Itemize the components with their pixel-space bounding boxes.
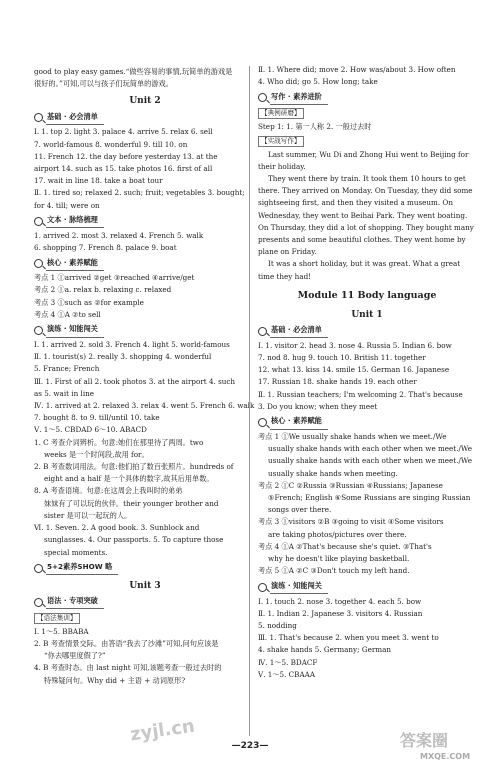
- left-column: [34, 66, 256, 687]
- answer-line: sunglasses. 4. Our passports. 5. To capture those: [44, 535, 224, 545]
- answer-line: 考点 3 ①visitors ②B ③going to visit ④Some visitors: [258, 517, 444, 527]
- answer-line: 4. B 考查时态。由 last night 可知,该题考查一般过去时的: [34, 663, 222, 673]
- answer-line: ⑤French; English ⑥Some Russians are singing Russian: [268, 493, 471, 503]
- answer-line: 2. B 考查数词用法。句意:他们拍了数百张照片。hundreds of: [34, 462, 234, 472]
- answer-line: 3. Do you know; when they meet: [258, 401, 378, 411]
- answer-line: sister 是可以一起玩的人。: [44, 510, 132, 520]
- section-heading-label: 基础 · 必会清单: [270, 324, 328, 338]
- section-heading-label: 演练 · 知能闯关: [270, 580, 328, 594]
- unit-title: Unit 2: [129, 96, 161, 107]
- answer-line: 11. French 12. the day before yesterday 13. at the: [34, 151, 218, 161]
- answer-line: sightseeing first, and then they visited a museum. On: [258, 198, 453, 208]
- answer-line: Ⅳ. 1～5. BDACF: [258, 657, 318, 667]
- answer-line: Ⅰ. 1. visitor 2. head 3. nose 4. Russia 5. Indian 6. bow: [258, 340, 452, 350]
- sub-section-tag: 【典例研磨】: [258, 108, 304, 119]
- section-heading: [34, 562, 256, 575]
- answer-line: 7. bought 8. to 9. till/until 10. take: [34, 413, 160, 423]
- right-column: [258, 64, 476, 681]
- answer-line: “你去哪里度假了?”: [44, 651, 106, 661]
- answer-line: 考点 1 ①arrived ②get ③reached ④arrive/get: [34, 273, 195, 283]
- answer-line: Ⅲ. 1. First of all 2. took photos 3. at the airport 4. such: [34, 376, 236, 386]
- section-heading: [258, 581, 476, 594]
- answer-line: songs over there.: [268, 505, 332, 515]
- magnifier-icon: [34, 217, 43, 226]
- magnifier-icon: [34, 259, 43, 268]
- page-number: —223—: [231, 741, 269, 751]
- answer-line: 考点 3 ①such as ②for example: [34, 297, 144, 307]
- answer-line: Ⅴ. 1～5. CBDAD 6～10. ABACD: [34, 425, 147, 435]
- answer-line: usually shake hands with each other when we meet./We: [268, 444, 472, 454]
- answer-line: 7. world-famous 8. wonderful 9. till 10. on: [34, 139, 188, 149]
- watermark-logo: 答案圈: [400, 731, 449, 750]
- answer-line: Ⅰ. 1. touch 2. nose 3. together 4. each 5. bow: [258, 596, 422, 606]
- answer-line: 考点 4 ①A ②to sell: [34, 309, 101, 319]
- section-heading: [258, 91, 476, 104]
- section-heading: [258, 416, 476, 429]
- answer-line: 8. A 考查语境。句意:在这周会上我叫时的弟弟: [34, 486, 183, 496]
- sub-section-tag: 【语法集训】: [34, 613, 80, 624]
- answer-line: Ⅰ. 1. arrived 2. sold 3. French 4. light 5. world-famous: [34, 340, 230, 350]
- magnifier-icon: [34, 326, 43, 335]
- answer-line: presents and some beautiful clothes. They went home by: [258, 235, 466, 245]
- answer-line: Ⅴ. 1～5. CBAAA: [258, 669, 316, 679]
- column-divider: [249, 66, 250, 736]
- section-heading-label: 5+2素养SHOW 略: [46, 561, 118, 575]
- answer-line: there. They arrived on Monday. On Tuesday, they did some: [258, 186, 473, 196]
- section-heading: [34, 111, 256, 124]
- sub-section-tag: 【实战写作】: [258, 136, 304, 147]
- answer-line: 7. nod 8. hug 9. touch 10. British 11. together: [258, 353, 426, 363]
- answer-line: Ⅲ. 1. That's because 2. when you meet 3. went to: [258, 633, 439, 643]
- answer-line: Ⅵ. 1. Seven. 2. A good book. 3. Sunblock and: [34, 523, 200, 533]
- section-heading-label: 核心 · 素养赋能: [270, 415, 328, 429]
- answer-line: They went there by train. It took them 10 hours to get: [268, 174, 466, 184]
- answer-line: time they had!: [258, 271, 312, 281]
- answer-line: Ⅱ. 1. Indian 2. Japanese 3. visitors 4. Russian: [258, 608, 423, 618]
- answer-line: as 5. wait in line: [34, 388, 95, 398]
- section-heading-label: 基础 · 必会清单: [46, 111, 104, 125]
- answer-line: why he doesn't like playing basketball.: [268, 554, 410, 564]
- answer-line: Ⅱ. 1. Russian teachers; I'm welcoming 2. That's because: [258, 389, 463, 399]
- answer-line: Last summer, Wu Di and Zhong Hui went to Beijing for: [268, 149, 469, 159]
- answer-line: 4. shake hands 5. Germany; German: [258, 645, 391, 655]
- answer-line: special moments.: [44, 547, 108, 557]
- answer-line: their holiday.: [258, 161, 306, 171]
- answer-line: 很好的。”可知,可以与孩子们玩简单的游戏。: [34, 79, 173, 89]
- answer-line: Ⅱ. 1. tired so; relaxed 2. such; fruit; vegetables 3. bought;: [34, 188, 245, 198]
- answer-line: 1. C 考查介词辨析。句意:她们在那里待了两周。two: [34, 437, 204, 447]
- section-heading: [34, 257, 256, 270]
- answer-line: 考点 2 ①C ②Russia ③Russian ④Russians; Japanese: [258, 480, 443, 490]
- answer-line: Wednesday, they went to Beihai Park. They went boating.: [258, 210, 468, 220]
- answer-line: It was a short holiday, but it was great. What a great: [268, 259, 461, 269]
- answer-line: Ⅰ. 1～5. BBABA: [34, 626, 89, 636]
- watermark-text: zyjl.cn: [128, 715, 197, 746]
- answer-line: 考点 2 ①a. relax b. relaxing c. relaxed: [34, 285, 172, 295]
- answer-line: 2. B 考查情景交际。由答语“我去了沙滩”可知,问句应该是: [34, 638, 219, 648]
- unit-title: Unit 1: [351, 309, 383, 320]
- answer-line: weeks 是一个时间段,故用 for。: [44, 449, 149, 459]
- answer-line: 12. what 13. kiss 14. smile 15. German 16. Japanese: [258, 365, 450, 375]
- answer-line: 17. Russian 18. shake hands 19. each other: [258, 377, 417, 387]
- answer-line: for 4. till; were on: [34, 200, 100, 210]
- answer-line: usually shake hands when meeting.: [268, 468, 398, 478]
- answer-line: airport 14. such as 15. take photos 16. first of all: [34, 164, 213, 174]
- answer-line: 5. nodding: [258, 620, 297, 630]
- magnifier-icon: [34, 113, 43, 122]
- magnifier-icon: [258, 327, 267, 336]
- answer-line: are taking photos/pictures over there.: [268, 529, 407, 539]
- magnifier-icon: [258, 93, 267, 102]
- section-heading-label: 写作 · 素养进阶: [270, 91, 328, 105]
- answer-line: 考点 1 ①We usually shake hands when we meet./We: [258, 432, 447, 442]
- answer-line: good to play easy games.“做些容易的事情,玩简单的游戏是: [34, 67, 233, 76]
- section-heading-label: 文本 · 脉络梳理: [46, 214, 104, 228]
- answer-line: 考点 4 ①A ②That's because she's quiet. ③That's: [258, 541, 432, 551]
- magnifier-icon: [34, 598, 43, 607]
- section-heading-label: 演练 · 知能闯关: [46, 323, 104, 337]
- answer-line: plane on Friday.: [258, 247, 317, 257]
- sub-section: [258, 134, 476, 149]
- section-heading-label: 语法 · 专项突破: [46, 595, 104, 609]
- watermark-url: MXQE.COM: [420, 752, 471, 761]
- section-heading: [34, 215, 256, 228]
- answer-line: 1. arrived 2. most 3. relaxed 4. French 5. walk: [34, 230, 204, 240]
- answer-line: 特殊疑问句。Why did + 主语 + 动词原形?: [44, 675, 186, 685]
- answer-line: 考点 5 ①A ②C ③Don't touch my left hand.: [258, 566, 410, 576]
- answer-line: usually shake hands with each other when we meet./We: [268, 456, 472, 466]
- answer-line: Step 1: 1. 第一人称 2. 一般过去时: [258, 122, 372, 132]
- answer-line: 妹妹有了可以玩的伙伴。their younger brother and: [44, 498, 219, 508]
- answer-line: eight and a half 是一个具体的数字,故其后用单数。: [44, 474, 214, 484]
- section-heading: [34, 596, 256, 609]
- answer-line: Ⅱ. 1. Where did; move 2. How was/about 3. How often: [258, 65, 456, 74]
- answer-line: Ⅳ. 1. arrived at 2. relaxed 3. relax 4. went 5. French 6. walk: [34, 401, 255, 411]
- section-heading: [258, 325, 476, 338]
- unit-title: Unit 3: [129, 580, 161, 591]
- answer-line: On Thursday, they did a lot of shopping. They bought many: [258, 222, 474, 232]
- answer-line: 4. Who did; go 5. How long; take: [258, 77, 378, 87]
- section-heading: [34, 324, 256, 337]
- magnifier-icon: [34, 564, 43, 573]
- answer-line: 5. France; French: [34, 364, 100, 374]
- answer-line: 6. shopping 7. French 8. palace 9. boat: [34, 243, 177, 253]
- sub-section: [34, 611, 256, 626]
- answer-line: Ⅰ. 1. top 2. light 3. palace 4. arrive 5. relax 6. sell: [34, 127, 213, 137]
- magnifier-icon: [258, 583, 267, 592]
- sub-section: [258, 106, 476, 121]
- answer-line: Ⅱ. 1. tourist(s) 2. really 3. shopping 4. wonderful: [34, 352, 212, 362]
- module-title: Module 11 Body language: [297, 289, 437, 301]
- magnifier-icon: [258, 418, 267, 427]
- answer-line: 17. wait in line 18. take a boat tour: [34, 176, 163, 186]
- section-heading-label: 核心 · 素养赋能: [46, 257, 104, 271]
